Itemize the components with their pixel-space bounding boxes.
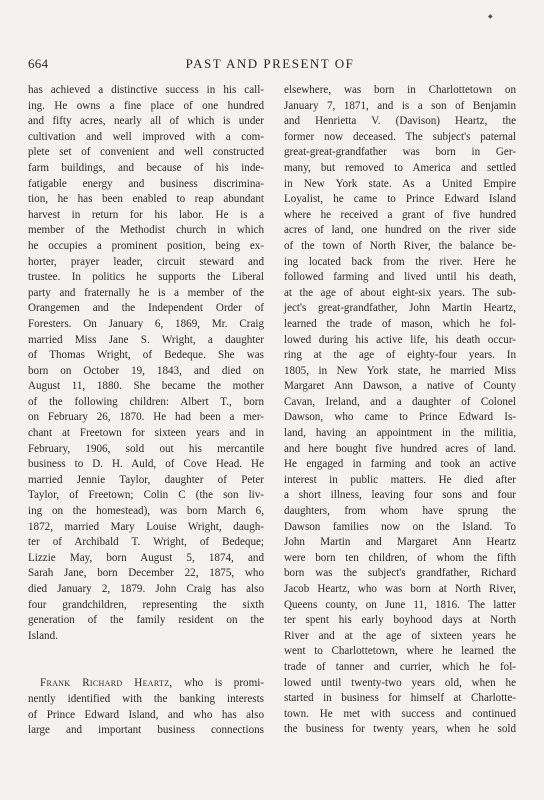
- text-line: horter, prayer leader, circuit steward and: [28, 255, 264, 268]
- running-head: PAST AND PRESENT OF: [185, 56, 355, 71]
- text-line: member of the Methodist church in which: [28, 224, 264, 237]
- text-line: party and fraternally he is a member of the: [28, 286, 264, 299]
- text-line: at the age of about eight-six years. The sub-: [284, 286, 516, 299]
- text-line: were born ten children, of whom the fifth: [284, 551, 516, 564]
- text-line: ter spent his early boyhood days at North: [284, 614, 516, 627]
- text-line: town. He met with success and continued: [284, 707, 516, 720]
- text-line: ing located back from the river. Here he: [284, 255, 516, 268]
- new-entry-intro: who is promi-: [172, 677, 264, 690]
- text-line: Island.: [28, 629, 58, 642]
- text-line: married Miss Jane S. Wright, a daughter: [28, 333, 264, 346]
- text-line: former now deceased. The subject's paternal: [284, 130, 516, 143]
- text-line: He engaged in farming and took an active: [284, 458, 516, 471]
- text-line: Cavan, Ireland, and a daughter of Colonel: [284, 395, 516, 408]
- text-line: acres of land, one hundred on the river side: [284, 224, 516, 237]
- page-header: [28, 56, 512, 76]
- text-line: elsewhere, was born in Charlottetown on: [284, 84, 516, 96]
- text-line: fatigable energy and business discrimina-: [28, 177, 264, 190]
- text-line: chant at Freetown for sixteen years and in: [28, 427, 264, 440]
- text-line: daughters, from whom have sprung the: [284, 505, 516, 518]
- text-line: John Martin and Margaret Ann Heartz: [284, 536, 516, 549]
- text-line: February, 1906, sold out his mercantile: [28, 442, 264, 455]
- text-line: and here bought five hundred acres of land.: [284, 442, 516, 455]
- text-line: great-great-grandfather was born in Ger-: [284, 146, 516, 159]
- text-line: Jacob Heartz, who was born at North River,: [284, 583, 516, 595]
- text-line: Lizzie May, born August 5, 1874, and: [28, 551, 264, 564]
- text-line: tion, he has been enabled to reap abundant: [28, 193, 264, 206]
- text-line: of the following children: Albert T., born: [28, 395, 264, 408]
- corner-mark: ◆: [488, 14, 493, 20]
- text-line: four grandchildren, representing the sixth: [28, 598, 264, 611]
- text-line: married Jennie Taylor, daughter of Peter: [28, 473, 264, 486]
- text-line: where he received a grant of five hundred: [284, 208, 516, 221]
- text-line: many, but removed to America and settled: [284, 161, 516, 174]
- text-line: interest in public matters. He died after: [284, 473, 516, 486]
- text-line: he occupies a prominent position, being ex-: [28, 239, 264, 252]
- text-line: 1872, married Mary Louise Wright, daugh-: [28, 520, 264, 533]
- text-line: in New York state. As a United Empire: [284, 177, 516, 190]
- new-entry-body: [28, 692, 264, 739]
- text-line: generation of the family resident on the: [28, 614, 264, 627]
- text-line: lowed during his active life, his death occur-: [284, 333, 516, 346]
- text-line: learned the trade of mason, which he fol-: [284, 317, 516, 330]
- page-number: 664: [28, 56, 49, 71]
- text-line: land, having an appointment in the militia,: [284, 427, 516, 440]
- text-line: ject's great-grandfather, John Martin Heartz,: [284, 302, 516, 315]
- text-line: Foresters. On January 6, 1869, Mr. Craig: [28, 317, 264, 330]
- new-entry-name: Frank Richard Heartz,: [40, 677, 173, 690]
- text-line: Loyalist, he came to Prince Edward Island: [284, 193, 516, 206]
- text-line: River and at the age of sixteen years he: [284, 629, 516, 642]
- text-line: trustee. In politics he supports the Liberal: [28, 271, 264, 284]
- text-line: August 11, 1880. She became the mother: [28, 380, 264, 393]
- text-line: harvest in return for his labor. He is a: [28, 208, 264, 221]
- text-line: business to D. H. Auld, of Cove Head. He: [28, 458, 264, 471]
- text-line: trade of tanner and currier, which he fol-: [284, 660, 516, 673]
- text-line: of the town of North River, the balance be-: [284, 239, 516, 252]
- text-line: Orangemen and the Independent Order of: [28, 302, 264, 315]
- text-line: started in business for himself at Charlotte-: [284, 692, 516, 705]
- text-line: plete set of convenient and well constructed: [28, 146, 264, 159]
- text-line: January 7, 1871, and is a son of Benjamin: [284, 99, 516, 112]
- text-line: ing on the homestead), was born March 6,: [28, 505, 264, 518]
- text-line: Queens county, on June 11, 1816. The latter: [284, 598, 516, 611]
- text-line: Taylor, of Freetown; Colin C (the son liv-: [28, 489, 264, 502]
- section-gap: [28, 644, 264, 676]
- text-line: followed farming and lived until his death,: [284, 271, 516, 284]
- text-line: on February 26, 1870. He had been a mer-: [28, 411, 264, 424]
- new-entry-first-line: [28, 676, 264, 692]
- text-line: born was the subject's grandfather, Richard: [284, 567, 516, 580]
- text-line: ter of Archibald T. Wright, of Bedeque;: [28, 536, 264, 549]
- text-line: died January 2, 1879. John Craig has also: [28, 583, 264, 595]
- left-column-body: [28, 83, 264, 644]
- text-line: lowed until twenty-two years old, when he: [284, 676, 516, 689]
- text-line: born on October 19, 1843, and died on: [28, 364, 264, 377]
- right-column: [284, 83, 516, 738]
- text-line: went to Charlottetown, where he learned the: [284, 645, 516, 658]
- text-line: of Prince Edward Island, and who has also: [28, 708, 264, 721]
- text-line: 1805, in New York state, he married Miss: [284, 364, 516, 377]
- text-line: farm buildings, and because of his inde-: [28, 161, 264, 174]
- text-line: and Henrietta V. (Davison) Heartz, the: [284, 115, 516, 128]
- text-line: has achieved a distinctive success in his call-: [28, 84, 264, 96]
- text-line: ing. He owns a fine place of one hundred: [28, 99, 264, 112]
- text-line: a short illness, leaving four sons and four: [284, 489, 516, 502]
- text-line: cultivation and well improved with a com-: [28, 130, 264, 143]
- text-line: Dawson, who came to Prince Edward Is-: [284, 411, 516, 424]
- text-line: large and important business connections: [28, 724, 264, 737]
- text-line: Sarah Jane, born December 22, 1875, who: [28, 567, 264, 580]
- text-line: the business for twenty years, when he sold: [284, 723, 516, 736]
- text-line: Margaret Ann Dawson, a native of County: [284, 380, 516, 393]
- text-line: nently identified with the banking interests: [28, 692, 264, 705]
- text-line: of Thomas Wright, of Bedeque. She was: [28, 349, 264, 362]
- text-line: Dawson families now on the Island. To: [284, 520, 516, 533]
- text-line: ring at the age of eighty-four years. In: [284, 349, 516, 362]
- text-line: and fifty acres, nearly all of which is under: [28, 115, 264, 128]
- left-column: [28, 83, 264, 739]
